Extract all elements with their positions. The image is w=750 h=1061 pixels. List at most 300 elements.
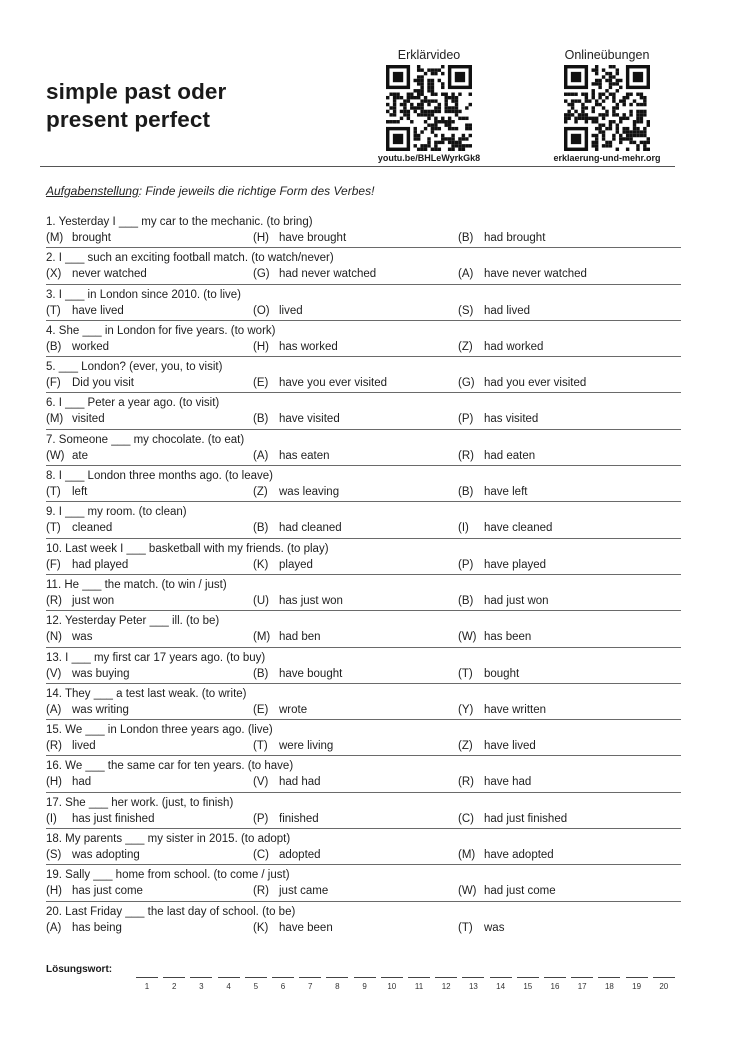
slot-number: 5 (253, 982, 259, 991)
option-code: (C) (253, 849, 269, 862)
option-code: (H) (46, 885, 62, 898)
slot-line (626, 977, 648, 978)
answer-options (46, 738, 681, 754)
question-text: 4. She ___ in London for five years. (to work) (46, 324, 276, 337)
question-text: 5. ___ London? (ever, you, to visit) (46, 361, 223, 374)
option-text: have cleaned (484, 522, 553, 535)
option-code: (W) (46, 449, 65, 462)
answer-options (46, 883, 681, 899)
solution-slot[interactable] (272, 966, 294, 996)
question-item (46, 648, 681, 684)
option-text: lived (72, 740, 96, 753)
answer-option[interactable] (253, 629, 321, 645)
option-text: cleaned (72, 522, 113, 535)
qr-code-icon[interactable] (564, 65, 650, 151)
slot-line (408, 977, 430, 978)
answer-option[interactable] (253, 484, 339, 500)
option-code: (O) (253, 304, 270, 317)
answer-option[interactable] (458, 557, 546, 573)
option-code: (A) (46, 703, 62, 716)
qr-caption-exercises[interactable]: erklaerung-und-mehr.org (553, 153, 661, 163)
question-text: 9. I ___ my room. (to clean) (46, 506, 187, 519)
option-text: was leaving (279, 486, 340, 499)
solution-slot[interactable] (381, 966, 403, 996)
slot-line (544, 977, 566, 978)
answer-option[interactable] (46, 448, 88, 464)
answer-options (46, 520, 681, 536)
solution-slot[interactable] (136, 966, 158, 996)
question-text: 15. We ___ in London three years ago. (live) (46, 724, 273, 737)
question-text: 14. They ___ a test last weak. (to write) (46, 687, 247, 700)
option-text: was (484, 921, 505, 934)
slot-number: 18 (604, 982, 614, 991)
answer-option[interactable] (46, 883, 143, 899)
slot-line (136, 977, 158, 978)
option-code: (G) (253, 268, 270, 281)
answer-option[interactable] (253, 666, 342, 682)
qr-block-video (364, 48, 494, 163)
solution-slot[interactable] (245, 966, 267, 996)
question-item (46, 720, 681, 756)
option-text: have adopted (484, 849, 554, 862)
slot-number: 6 (280, 982, 286, 991)
option-code: (R) (458, 776, 474, 789)
solution-slot[interactable] (326, 966, 348, 996)
option-code: (V) (253, 776, 269, 789)
solution-slot[interactable] (571, 966, 593, 996)
solution-slot[interactable] (598, 966, 620, 996)
option-code: (T) (46, 522, 61, 535)
answer-option[interactable] (458, 448, 535, 464)
question-text: 10. Last week I ___ basketball with my friends. (to play) (46, 542, 329, 555)
option-code: (H) (253, 232, 269, 244)
answer-option[interactable] (253, 811, 319, 827)
option-text: have bought (279, 667, 343, 680)
option-text: have left (484, 486, 528, 499)
option-text: had just won (484, 594, 549, 607)
answer-option[interactable] (46, 666, 130, 682)
answer-option[interactable] (458, 230, 545, 246)
option-code: (T) (458, 667, 473, 680)
answer-option[interactable] (253, 847, 321, 863)
slot-number: 9 (362, 982, 367, 991)
option-text: have visited (279, 413, 340, 426)
slot-number: 17 (577, 982, 587, 991)
answer-option[interactable] (458, 629, 531, 645)
solution-slot[interactable] (626, 966, 648, 996)
answer-option[interactable] (253, 883, 328, 899)
answer-options (46, 484, 681, 500)
option-text: lived (279, 304, 303, 317)
slot-number: 15 (523, 982, 533, 991)
option-text: had just come (484, 885, 556, 898)
option-code: (Z) (458, 340, 473, 353)
answer-option[interactable] (46, 520, 112, 536)
question-item (46, 575, 681, 611)
qr-code-icon[interactable] (386, 65, 472, 151)
answer-option[interactable] (253, 774, 321, 790)
option-text: has being (72, 921, 122, 934)
answer-options (46, 666, 681, 682)
option-text: Did you visit (72, 377, 134, 390)
answer-option[interactable] (458, 375, 586, 391)
answer-option[interactable] (253, 593, 343, 609)
question-item (46, 539, 681, 575)
answer-options (46, 448, 681, 464)
answer-option[interactable] (458, 411, 538, 427)
answer-option[interactable] (253, 411, 340, 427)
option-text: wrote (279, 703, 308, 716)
option-text: left (72, 486, 88, 499)
slot-line (218, 977, 240, 978)
answer-option[interactable] (458, 702, 546, 718)
option-code: (B) (458, 594, 474, 607)
answer-option[interactable] (46, 920, 122, 936)
option-text: ate (72, 449, 88, 462)
option-code: (A) (46, 921, 62, 934)
option-text: brought (72, 232, 112, 244)
slot-number: 20 (659, 982, 669, 991)
solution-slot[interactable] (517, 966, 539, 996)
question-text: 8. I ___ London three months ago. (to leave) (46, 470, 273, 483)
option-text: just won (72, 594, 115, 607)
option-code: (C) (458, 812, 474, 825)
answer-options (46, 847, 681, 863)
solution-slot[interactable] (435, 966, 457, 996)
option-code: (A) (458, 268, 474, 281)
slot-line (245, 977, 267, 978)
answer-option[interactable] (253, 303, 303, 319)
slot-line (490, 977, 512, 978)
solution-slot[interactable] (653, 966, 675, 996)
option-code: (H) (46, 776, 62, 789)
option-code: (B) (458, 486, 474, 499)
option-code: (W) (458, 631, 477, 644)
slot-number: 2 (171, 982, 177, 991)
solution-slots (136, 966, 676, 996)
qr-caption-video[interactable]: youtu.be/BHLeWyrkGk8 (377, 153, 481, 163)
answer-options (46, 920, 681, 936)
answer-option[interactable] (46, 593, 114, 609)
option-code: (E) (253, 703, 269, 716)
header-divider (40, 166, 675, 167)
option-code: (B) (458, 232, 474, 244)
option-text: have played (484, 558, 547, 571)
option-code: (U) (253, 594, 269, 607)
answer-option[interactable] (253, 738, 333, 754)
option-code: (G) (458, 377, 475, 390)
answer-option[interactable] (253, 920, 333, 936)
answer-option[interactable] (46, 411, 105, 427)
option-code: (Y) (458, 703, 474, 716)
option-text: have never watched (484, 268, 587, 281)
option-code: (Z) (253, 486, 268, 499)
slot-line (462, 977, 484, 978)
option-text: was buying (72, 667, 130, 680)
question-item (46, 684, 681, 720)
answer-option[interactable] (458, 920, 504, 936)
option-text: has just finished (72, 812, 155, 825)
slot-line (571, 977, 593, 978)
task-instruction (46, 184, 374, 198)
title-line-1: simple past oder (46, 79, 227, 104)
answer-option[interactable] (46, 738, 96, 754)
question-item (46, 865, 681, 901)
option-code: (B) (46, 340, 62, 353)
option-text: played (279, 558, 313, 571)
option-code: (B) (253, 413, 269, 426)
answer-option[interactable] (253, 266, 376, 282)
option-code: (V) (46, 667, 62, 680)
answer-option[interactable] (46, 375, 134, 391)
slot-line (517, 977, 539, 978)
option-code: (Z) (458, 740, 473, 753)
option-text: have lived (72, 304, 124, 317)
solution-slot[interactable] (462, 966, 484, 996)
question-text: 3. I ___ in London since 2010. (to live) (46, 288, 241, 301)
option-text: were living (279, 740, 334, 753)
option-code: (K) (253, 921, 269, 934)
option-code: (E) (253, 377, 269, 390)
answer-option[interactable] (458, 847, 554, 863)
option-text: has visited (484, 413, 539, 426)
answer-option[interactable] (46, 774, 91, 790)
answer-option[interactable] (458, 593, 549, 609)
question-item (46, 248, 681, 284)
answer-options (46, 303, 681, 319)
instruction-label: Aufgabenstellung (46, 184, 139, 198)
answer-option[interactable] (253, 557, 313, 573)
answer-option[interactable] (46, 339, 109, 355)
slot-line (381, 977, 403, 978)
question-list (46, 212, 681, 938)
option-code: (H) (253, 340, 269, 353)
option-text: had (72, 776, 92, 789)
option-code: (R) (46, 594, 62, 607)
answer-option[interactable] (46, 629, 92, 645)
slot-line (653, 977, 675, 978)
option-code: (T) (458, 921, 473, 934)
question-item (46, 611, 681, 647)
answer-option[interactable] (458, 339, 543, 355)
option-text: bought (484, 667, 520, 680)
slot-number: 8 (335, 982, 340, 991)
answer-option[interactable] (458, 520, 552, 536)
answer-options (46, 411, 681, 427)
option-text: was writing (72, 703, 129, 716)
option-text: had lived (484, 304, 531, 317)
solution-slot[interactable] (544, 966, 566, 996)
option-text: have lived (484, 740, 536, 753)
answer-option[interactable] (458, 774, 531, 790)
option-code: (T) (46, 304, 61, 317)
option-text: visited (72, 413, 105, 426)
option-code: (R) (46, 740, 62, 753)
solution-slot[interactable] (299, 966, 321, 996)
option-text: had you ever visited (484, 377, 587, 390)
question-item (46, 321, 681, 357)
answer-option[interactable] (458, 883, 556, 899)
option-code: (M) (253, 631, 271, 644)
option-code: (M) (46, 232, 64, 244)
answer-option[interactable] (46, 484, 87, 500)
answer-option[interactable] (458, 811, 567, 827)
option-code: (B) (253, 522, 269, 535)
option-code: (P) (253, 812, 269, 825)
qr-block-exercises (542, 48, 672, 163)
answer-options (46, 629, 681, 645)
slot-number: 11 (414, 982, 424, 991)
option-text: had had (279, 776, 321, 789)
slot-number: 7 (307, 982, 313, 991)
answer-option[interactable] (253, 702, 307, 718)
title-line-2: present perfect (46, 107, 211, 132)
question-item (46, 212, 681, 248)
question-text: 7. Someone ___ my chocolate. (to eat) (46, 433, 245, 446)
answer-option[interactable] (46, 847, 140, 863)
answer-options (46, 557, 681, 573)
option-code: (K) (253, 558, 269, 571)
slot-number: 14 (496, 982, 506, 991)
question-item (46, 393, 681, 429)
option-text: adopted (279, 849, 321, 862)
option-text: have had (484, 776, 532, 789)
slot-number: 12 (441, 982, 451, 991)
slot-number: 10 (387, 982, 397, 991)
answer-option[interactable] (46, 557, 128, 573)
option-text: have written (484, 703, 547, 716)
slot-number: 4 (226, 982, 231, 991)
option-text: had ben (279, 631, 321, 644)
slot-line (272, 977, 294, 978)
answer-option[interactable] (253, 230, 346, 246)
question-item (46, 285, 681, 321)
solution-slot[interactable] (408, 966, 430, 996)
option-code: (X) (46, 268, 62, 281)
slot-line (299, 977, 321, 978)
question-text: 20. Last Friday ___ the last day of school. (to be) (46, 905, 296, 918)
option-code: (I) (458, 522, 469, 535)
slot-line (326, 977, 348, 978)
option-text: just came (279, 885, 329, 898)
question-item (46, 430, 681, 466)
answer-option[interactable] (46, 702, 129, 718)
question-text: 17. She ___ her work. (just, to finish) (46, 796, 234, 809)
option-text: had played (72, 558, 129, 571)
answer-options (46, 593, 681, 609)
option-code: (S) (46, 849, 62, 862)
option-text: has just come (72, 885, 143, 898)
answer-option[interactable] (458, 266, 587, 282)
slot-number: 16 (550, 982, 560, 991)
option-code: (S) (458, 304, 474, 317)
answer-options (46, 375, 681, 391)
slot-line (163, 977, 185, 978)
option-text: had brought (484, 232, 546, 244)
option-code: (M) (458, 849, 476, 862)
solution-slot[interactable] (218, 966, 240, 996)
question-text: 16. We ___ the same car for ten years. (to have) (46, 760, 294, 773)
solution-slot[interactable] (190, 966, 212, 996)
question-item (46, 357, 681, 393)
option-text: was adopting (72, 849, 140, 862)
option-code: (F) (46, 558, 61, 571)
answer-option[interactable] (253, 375, 387, 391)
answer-option[interactable] (253, 339, 338, 355)
option-code: (B) (253, 667, 269, 680)
answer-option[interactable] (253, 520, 342, 536)
answer-option[interactable] (46, 303, 124, 319)
solution-slot[interactable] (354, 966, 376, 996)
option-code: (F) (46, 377, 61, 390)
answer-option[interactable] (46, 811, 154, 827)
option-text: had worked (484, 340, 544, 353)
answer-option[interactable] (46, 230, 111, 246)
question-text: 18. My parents ___ my sister in 2015. (to adopt) (46, 833, 291, 846)
option-code: (T) (253, 740, 268, 753)
question-text: 2. I ___ such an exciting football match. (to watch/never) (46, 252, 334, 265)
answer-options (46, 230, 681, 246)
option-text: worked (72, 340, 110, 353)
option-text: has been (484, 631, 532, 644)
slot-number: 3 (199, 982, 204, 991)
option-text: finished (279, 812, 319, 825)
option-text: had just finished (484, 812, 568, 825)
solution-slot[interactable] (490, 966, 512, 996)
question-text: 6. I ___ Peter a year ago. (to visit) (46, 397, 220, 410)
option-text: have brought (279, 232, 347, 244)
option-code: (P) (458, 413, 474, 426)
option-text: have you ever visited (279, 377, 388, 390)
slot-line (354, 977, 376, 978)
option-code: (N) (46, 631, 62, 644)
option-text: has just won (279, 594, 343, 607)
option-code: (I) (46, 812, 57, 825)
answer-options (46, 266, 681, 282)
qr-label-video: Erklärvideo (397, 48, 461, 62)
slot-number: 19 (632, 982, 642, 991)
slot-number: 1 (144, 982, 150, 991)
answer-option[interactable] (458, 303, 530, 319)
answer-option[interactable] (458, 484, 527, 500)
answer-options (46, 339, 681, 355)
slot-line (598, 977, 620, 978)
slot-line (435, 977, 457, 978)
question-text: 11. He ___ the match. (to win / just) (46, 578, 227, 591)
option-text: have been (279, 921, 333, 934)
option-code: (R) (253, 885, 269, 898)
option-text: has eaten (279, 449, 330, 462)
question-item (46, 756, 681, 792)
solution-slot[interactable] (163, 966, 185, 996)
question-text: 13. I ___ my first car 17 years ago. (to buy) (46, 651, 266, 664)
option-text: had eaten (484, 449, 536, 462)
answer-option[interactable] (46, 266, 147, 282)
option-text: has worked (279, 340, 338, 353)
question-text: 19. Sally ___ home from school. (to come / just) (46, 869, 290, 882)
answer-option[interactable] (458, 666, 519, 682)
slot-line (190, 977, 212, 978)
option-text: was (72, 631, 93, 644)
answer-option[interactable] (253, 448, 330, 464)
question-text: 1. Yesterday I ___ my car to the mechanic. (to bring) (46, 216, 313, 228)
worksheet-title (46, 78, 226, 134)
answer-option[interactable] (458, 738, 536, 754)
answer-options (46, 811, 681, 827)
option-text: had cleaned (279, 522, 342, 535)
question-item (46, 793, 681, 829)
answer-options (46, 702, 681, 718)
